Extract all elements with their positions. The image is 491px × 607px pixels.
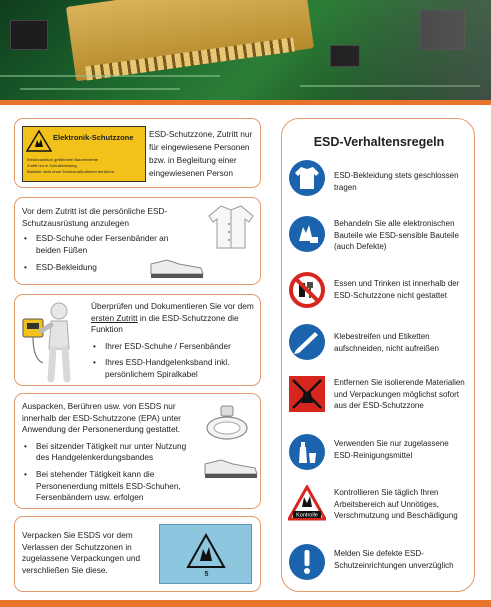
rule-text: Essen und Trinken ist innerhalb der ESD-Schutzzone nicht gestattet xyxy=(334,279,460,300)
card3-intro-underlined: ersten Zutritt xyxy=(91,312,138,323)
card3-content xyxy=(91,301,257,381)
card3-list xyxy=(91,341,257,381)
pcb-trace xyxy=(0,75,220,77)
no-eating-drinking-icon xyxy=(288,271,326,309)
bottom-accent-bar xyxy=(0,600,491,607)
list-item: • Bei sitzender Tätigkeit nur unter Nutzung des Handgelenkerdungsbandes xyxy=(22,441,200,464)
rule-text: ESD-Bekleidung stets geschlossen tragen xyxy=(334,171,459,192)
card4-list xyxy=(22,441,200,504)
esd-coat-icon xyxy=(205,202,257,250)
card5-text: Verpacken Sie ESDS vor dem Verlassen der Schutzzonen in zugelassene Verpackungen und verschließen Sie diese. xyxy=(22,530,141,575)
card3-intro-b: in die ESD-Schutzzone die Funktion xyxy=(91,312,239,335)
card-protective-equipment xyxy=(14,197,261,285)
esd-hand-warning-icon xyxy=(26,130,52,152)
card3-intro xyxy=(91,301,257,336)
card-packaging xyxy=(14,516,261,592)
cut-tape-icon xyxy=(288,323,326,361)
cleaning-agent-icon xyxy=(288,433,326,471)
wear-coat-icon xyxy=(288,159,326,197)
top-accent-bar xyxy=(0,100,491,105)
card3-intro-a: Überprüfen und Dokumentieren Sie vor dem xyxy=(91,301,254,311)
card-access-zone xyxy=(14,118,261,188)
kontrolle-label: Kontrolle xyxy=(296,512,318,519)
daily-check-warning-icon xyxy=(288,485,326,523)
card-function-check xyxy=(14,294,261,386)
sign-title: Elektronik-Schutzzone xyxy=(53,133,134,142)
list-item: • Ihrer ESD-Schuhe / Fersenbänder xyxy=(91,341,257,353)
card-handling-esds xyxy=(14,393,261,509)
rule-text: Melden Sie defekte ESD-Schutzeinrichtungen unverzüglich xyxy=(334,549,454,570)
remove-insulators-icon xyxy=(288,375,326,413)
person-testing-icon xyxy=(21,299,77,383)
list-item: • Ihres ESD-Handgelenksband inkl. persönlichem Spiralkabel xyxy=(91,357,257,380)
esd-bag-label: 5 xyxy=(204,571,209,578)
esd-shoe-icon xyxy=(203,456,259,482)
esd-warning-sign xyxy=(22,126,146,182)
pcb-trace xyxy=(20,88,180,90)
esd-rules-panel xyxy=(281,118,475,592)
sign-line: Bauteile nicht ohne Schutzmaßnahmen berühren xyxy=(27,169,114,174)
card4-intro: Auspacken, Berühren usw. von ESDS nur innerhalb der ESD-Schutzzone (EPA) unter Anwendung der Personenerdung gestattet. xyxy=(22,401,181,435)
card1-text: ESD-Schutzzone, Zutritt nur für eingewiesene Personen bzw. in Begleitung einer eingewiesenen Person xyxy=(149,129,253,178)
card2-intro: Vor dem Zutritt ist die persönliche ESD-Schutzausrüstung anzulegen xyxy=(22,206,168,228)
list-item: • Bei stehender Tätigkeit kann die Personenerdung mittels ESD-Schuhen, Fersenbändern usw. erfolgen xyxy=(22,469,200,504)
list-item: • ESD-Bekleidung xyxy=(22,262,202,274)
wrist-strap-icon xyxy=(203,404,251,442)
rule-text: Kontrollieren Sie täglich Ihren Arbeitsbereich auf Unnötiges, Verschmutzung und Beschädigung xyxy=(334,488,458,520)
esd-rules-title: ESD-Verhaltensregeln xyxy=(313,135,445,149)
card4-content xyxy=(22,401,200,504)
esd-bag xyxy=(159,524,252,584)
sign-line: Zutritt nur in Schutzkleidung xyxy=(27,163,77,168)
rule-text: Entfernen Sie isolierende Materialien und Verpackungen möglichst sofort aus der ESD-Schutzzone xyxy=(334,378,465,410)
report-defects-icon xyxy=(288,543,326,581)
esd-shoe-icon xyxy=(149,256,205,280)
rule-text: Behandeln Sie alle elektronischen Bauteile wie ESD-sensible Bauteile (auch Defekte) xyxy=(334,219,459,251)
sign-line: Elektrostatisch gefährdete Bauelemente xyxy=(27,157,98,162)
list-item: • ESD-Schuhe oder Fersenbänder an beiden Füßen xyxy=(22,233,192,256)
esd-hand-warning-icon xyxy=(186,533,226,569)
handle-components-icon xyxy=(288,215,326,253)
hero-fade xyxy=(321,0,491,100)
chip xyxy=(10,20,48,50)
hero-circuit-board-image xyxy=(0,0,491,100)
rule-text: Verwenden Sie nur zugelassene ESD-Reinigungsmittel xyxy=(334,439,449,460)
rule-text: Klebestreifen und Etiketten aufschneiden, nicht aufreißen xyxy=(334,332,439,353)
